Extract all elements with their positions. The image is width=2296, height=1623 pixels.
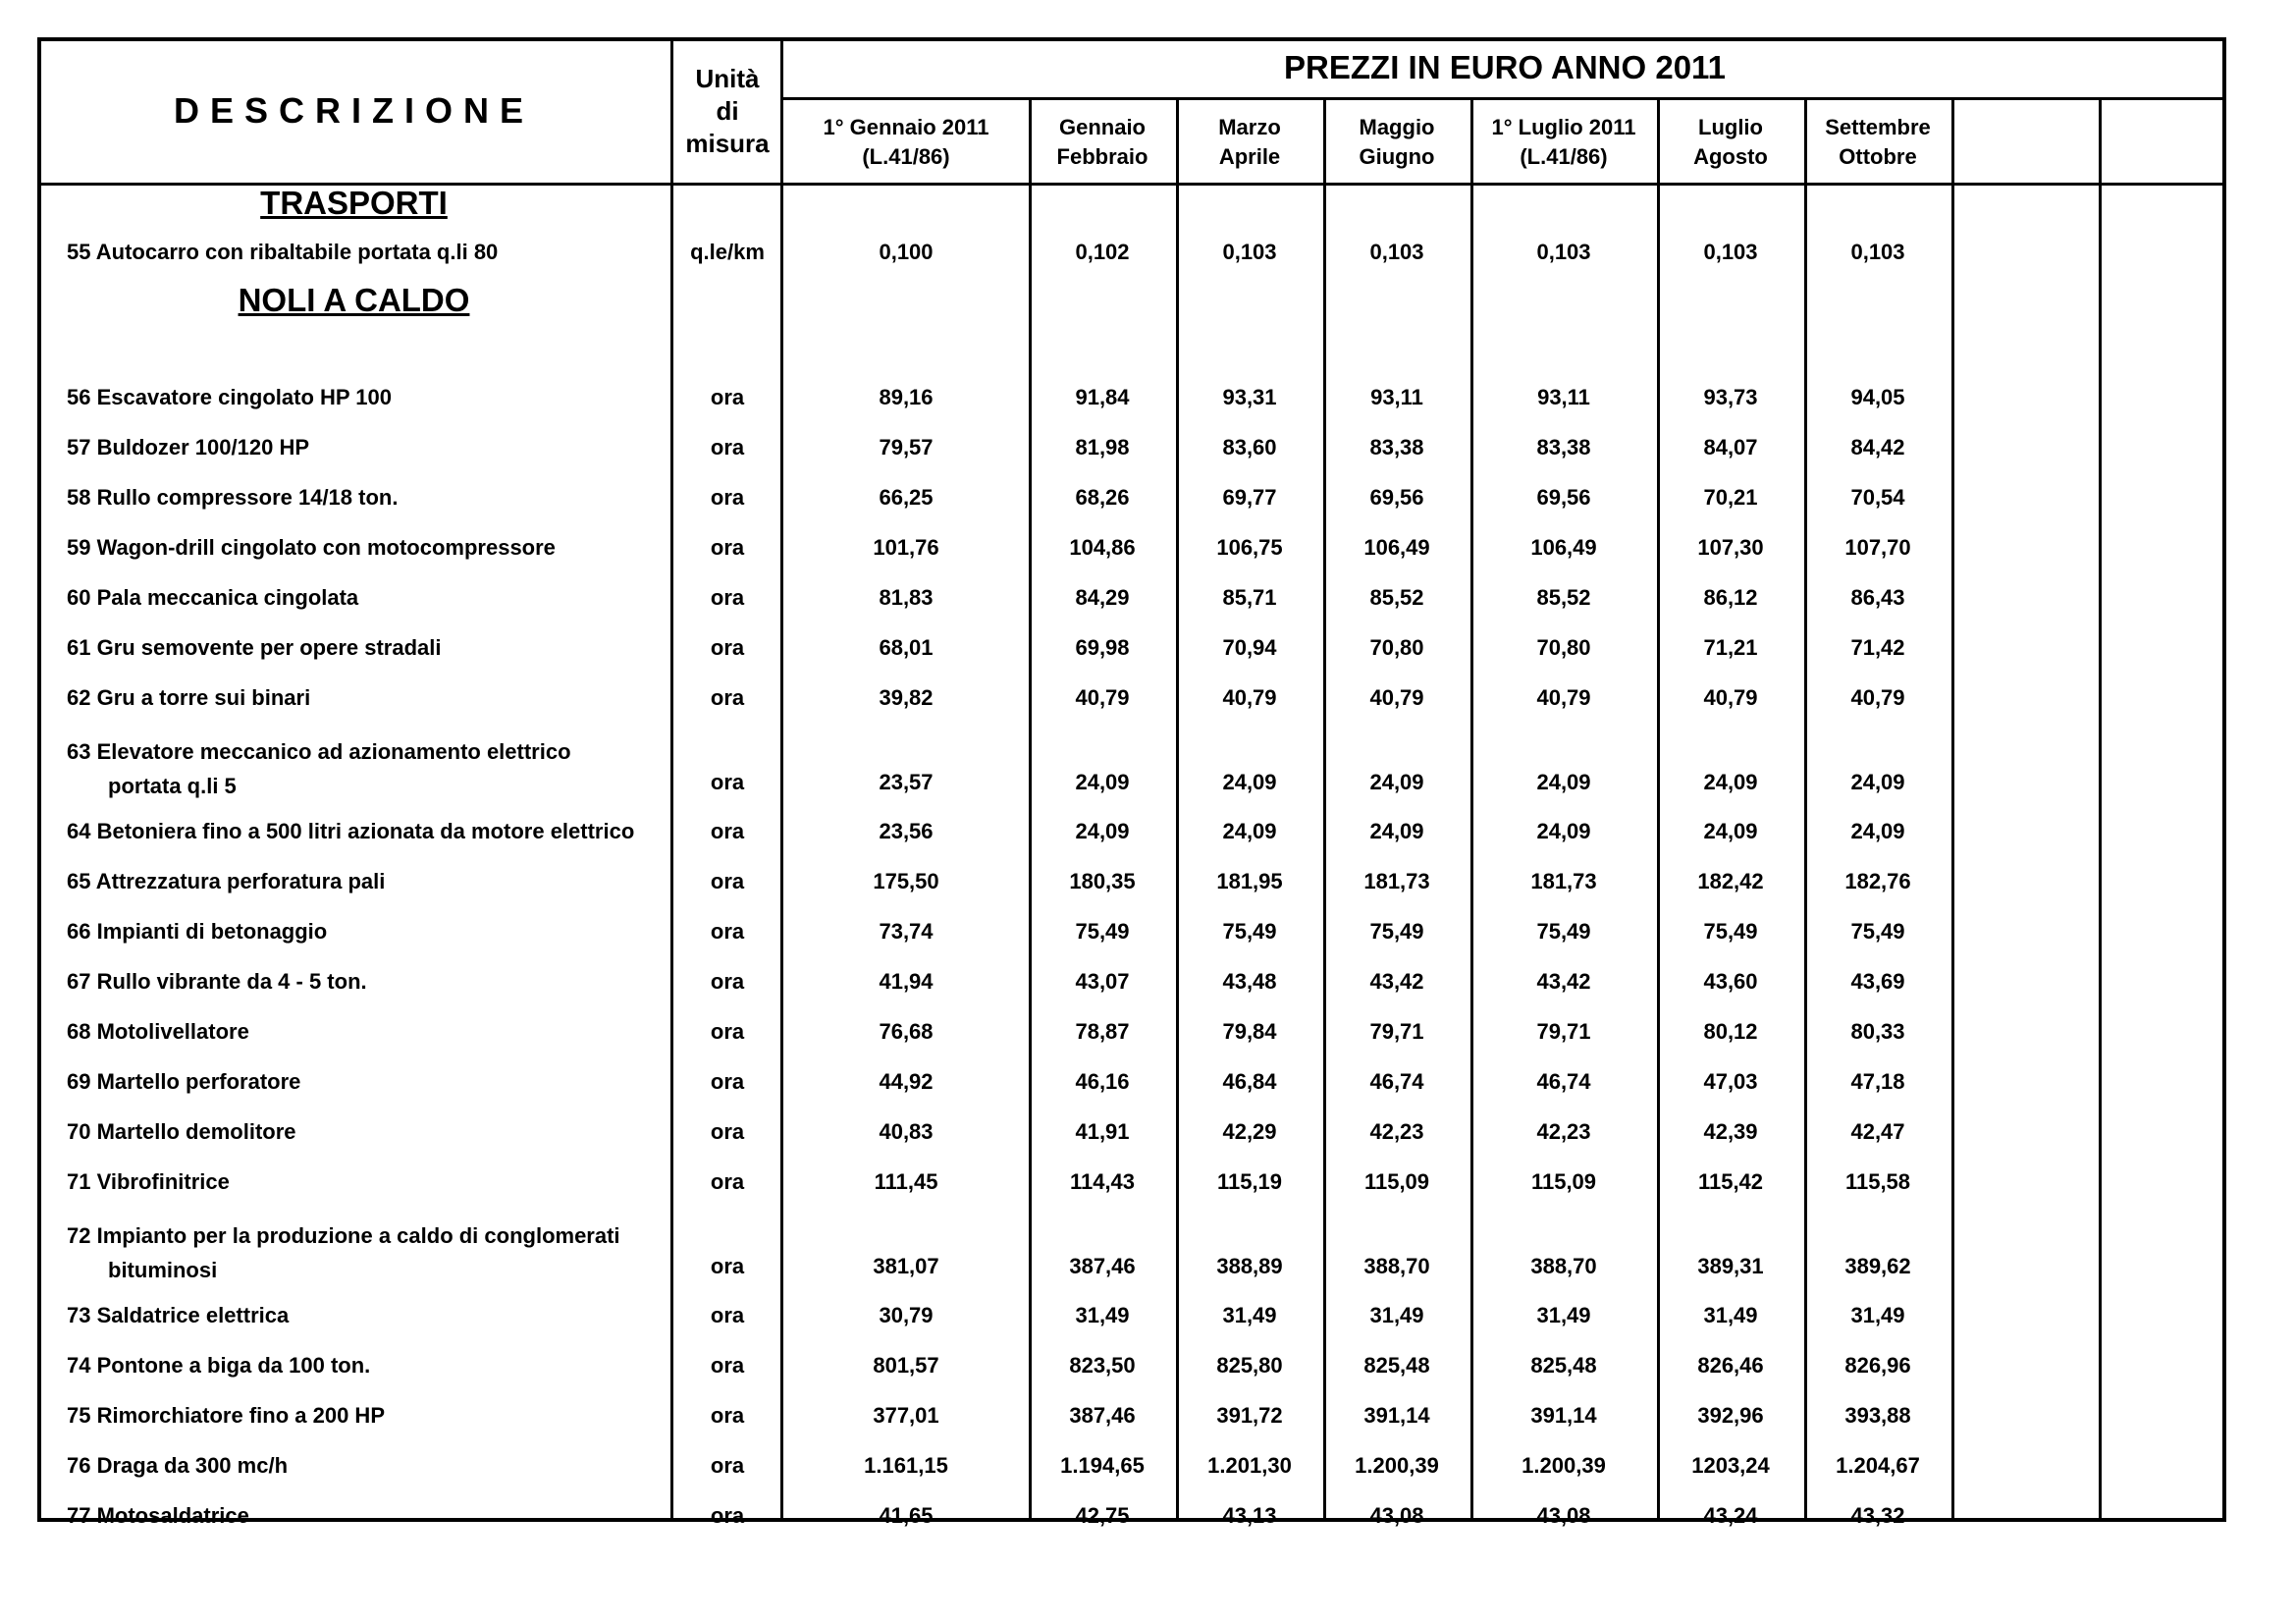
row-price-value: 31,49: [1703, 1303, 1758, 1327]
row-description: [67, 1352, 666, 1380]
row-price-value: 43,48: [1222, 969, 1277, 994]
row-price-value: 40,83: [879, 1119, 934, 1144]
row-price-value: 84,29: [1075, 585, 1130, 610]
row-price-value: 106,75: [1216, 535, 1283, 560]
row-price-value: 1.201,30: [1207, 1453, 1292, 1478]
row-price-value: 104,86: [1069, 535, 1136, 560]
row-price-value: 42,23: [1369, 1119, 1424, 1144]
row-price-value: 24,09: [1850, 819, 1905, 843]
row-price-value: 24,09: [1536, 770, 1591, 794]
header-unita-line2: di: [716, 95, 739, 126]
row-price-value: 93,11: [1537, 385, 1590, 409]
row-price-value: 1.204,67: [1836, 1453, 1920, 1478]
row-description-text: 63 Elevatore meccanico ad azionamento elettrico: [67, 739, 571, 764]
row-price-value: 0,103: [1850, 240, 1905, 264]
row-price-value: 41,94: [879, 969, 934, 994]
row-description-text: 67 Rullo vibrante da 4 - 5 ton.: [67, 969, 367, 994]
row-price-value: 1203,24: [1691, 1453, 1770, 1478]
row-price-value: 825,80: [1216, 1353, 1283, 1378]
row-price-value: 43,60: [1703, 969, 1758, 994]
row-price-value: 70,21: [1703, 485, 1758, 510]
column-header-line1: 1° Luglio 2011: [1491, 115, 1636, 139]
row-price-value: 40,79: [1369, 685, 1424, 710]
row-price-value: 81,83: [879, 585, 934, 610]
row-description-text: 58 Rullo compressore 14/18 ton.: [67, 485, 399, 510]
row-price-value: 46,74: [1369, 1069, 1424, 1094]
row-description: [67, 484, 666, 512]
row-price-value: 68,26: [1075, 485, 1130, 510]
row-unit: ora: [710, 919, 745, 944]
column-header-line2: (L.41/86): [862, 144, 950, 169]
row-price-value: 377,01: [873, 1403, 939, 1428]
row-price-value: 81,98: [1075, 435, 1130, 460]
row-price-value: 31,49: [1075, 1303, 1130, 1327]
row-price-value: 115,58: [1844, 1169, 1911, 1194]
row-price-value: 79,71: [1536, 1019, 1591, 1044]
row-description: [67, 584, 666, 612]
row-description: [67, 1018, 666, 1046]
row-price-value: 388,89: [1216, 1254, 1283, 1278]
row-price-value: 78,87: [1075, 1019, 1130, 1044]
row-price-value: 43,42: [1369, 969, 1424, 994]
row-price-value: 24,09: [1222, 770, 1277, 794]
column-header: [1657, 99, 1804, 186]
row-price-value: 43,13: [1222, 1503, 1277, 1528]
row-price-value: 83,38: [1536, 435, 1591, 460]
row-price-value: 181,95: [1216, 869, 1283, 893]
row-price-value: 389,62: [1844, 1254, 1911, 1278]
row-price-value: 24,09: [1703, 819, 1758, 843]
section-title-noli-a-caldo: NOLI A CALDO: [238, 282, 470, 318]
row-description: [67, 734, 666, 803]
row-description: [67, 968, 666, 996]
row-price-value: 388,70: [1530, 1254, 1597, 1278]
row-description: [67, 534, 666, 562]
row-price-value: 42,47: [1850, 1119, 1905, 1144]
row-description: [67, 818, 666, 845]
row-price-value: 0,103: [1222, 240, 1277, 264]
section-title-trasporti: TRASPORTI: [260, 185, 448, 221]
row-unit: ora: [710, 819, 745, 843]
row-price-value: 75,49: [1075, 919, 1130, 944]
row-unit: ora: [710, 770, 745, 794]
row-price-value: 42,23: [1536, 1119, 1591, 1144]
row-description-text: 55 Autocarro con ribaltabile portata q.li 80: [67, 240, 499, 264]
row-price-value: 0,102: [1075, 240, 1130, 264]
row-price-value: 825,48: [1530, 1353, 1597, 1378]
row-unit: ora: [710, 1119, 745, 1144]
row-price-value: 89,16: [879, 385, 934, 409]
row-price-value: 23,57: [879, 770, 934, 794]
column-header: [1176, 99, 1323, 186]
row-description-text: 65 Attrezzatura perforatura pali: [67, 869, 386, 893]
column-header-line2: Giugno: [1359, 144, 1435, 169]
row-price-value: 182,42: [1697, 869, 1764, 893]
row-unit: ora: [710, 969, 745, 994]
row-price-value: 46,16: [1075, 1069, 1130, 1094]
header-prezzi: PREZZI IN EURO ANNO 2011: [1284, 49, 1726, 85]
row-price-value: 30,79: [879, 1303, 934, 1327]
row-price-value: 107,30: [1697, 535, 1764, 560]
row-price-value: 43,07: [1075, 969, 1130, 994]
row-price-value: 387,46: [1069, 1403, 1136, 1428]
row-price-value: 80,12: [1703, 1019, 1758, 1044]
row-price-value: 75,49: [1536, 919, 1591, 944]
row-price-value: 40,79: [1536, 685, 1591, 710]
row-description: [67, 684, 666, 712]
row-price-value: 24,09: [1075, 770, 1130, 794]
row-price-value: 43,32: [1850, 1503, 1905, 1528]
row-price-value: 75,49: [1222, 919, 1277, 944]
row-description-text: 59 Wagon-drill cingolato con motocompressore: [67, 535, 556, 560]
row-price-value: 0,103: [1536, 240, 1591, 264]
row-description: [67, 1218, 666, 1287]
row-price-value: 391,72: [1216, 1403, 1283, 1428]
header-descrizione: DESCRIZIONE: [173, 90, 535, 131]
row-price-value: 115,09: [1363, 1169, 1430, 1194]
row-price-value: 71,42: [1850, 635, 1905, 660]
row-price-value: 114,43: [1069, 1169, 1136, 1194]
row-price-value: 75,49: [1850, 919, 1905, 944]
row-price-value: 115,42: [1697, 1169, 1764, 1194]
row-unit: ora: [710, 869, 745, 893]
row-description: [67, 1302, 666, 1329]
row-unit: ora: [710, 685, 745, 710]
row-price-value: 1.194,65: [1060, 1453, 1145, 1478]
column-header-line2: (L.41/86): [1520, 144, 1608, 169]
row-price-value: 31,49: [1536, 1303, 1591, 1327]
row-unit: q.le/km: [690, 240, 765, 264]
row-price-value: 66,25: [879, 485, 934, 510]
row-price-value: 68,01: [879, 635, 934, 660]
row-unit: ora: [710, 585, 745, 610]
row-price-value: 42,75: [1075, 1503, 1130, 1528]
row-price-value: 24,09: [1703, 770, 1758, 794]
row-price-value: 70,94: [1222, 635, 1277, 660]
column-header-line1: Gennaio: [1058, 115, 1146, 139]
row-unit: ora: [710, 1403, 745, 1428]
row-price-value: 43,24: [1703, 1503, 1758, 1528]
row-price-value: 46,74: [1536, 1069, 1591, 1094]
row-description-text: 64 Betoniera fino a 500 litri azionata da motore elettrico: [67, 819, 635, 843]
row-unit: ora: [710, 1303, 745, 1327]
row-price-value: 93,31: [1222, 385, 1277, 409]
row-description-text: 75 Rimorchiatore fino a 200 HP: [67, 1403, 385, 1428]
row-description-continuation: bituminosi: [108, 1258, 218, 1282]
row-price-value: 70,54: [1850, 485, 1905, 510]
row-price-value: 69,56: [1536, 485, 1591, 510]
column-header: [1323, 99, 1470, 186]
row-price-value: 84,42: [1850, 435, 1905, 460]
row-price-value: 93,73: [1703, 385, 1758, 409]
row-price-value: 47,18: [1850, 1069, 1905, 1094]
column-divider: [2099, 97, 2102, 1522]
row-price-value: 40,79: [1703, 685, 1758, 710]
row-description-text: 57 Buldozer 100/120 HP: [67, 435, 310, 460]
row-description-text: 62 Gru a torre sui binari: [67, 685, 311, 710]
row-price-value: 826,96: [1844, 1353, 1911, 1378]
row-description: [67, 1452, 666, 1480]
column-header-line1: Marzo: [1218, 115, 1281, 139]
row-price-value: 69,56: [1369, 485, 1424, 510]
row-unit: ora: [710, 535, 745, 560]
row-price-value: 75,49: [1703, 919, 1758, 944]
column-header-line2: Agosto: [1693, 144, 1768, 169]
header-unita-di-misura: [673, 37, 781, 185]
row-price-value: 75,49: [1369, 919, 1424, 944]
row-price-value: 85,52: [1369, 585, 1424, 610]
row-price-value: 115,09: [1530, 1169, 1597, 1194]
row-description-text: 69 Martello perforatore: [67, 1069, 301, 1094]
row-description: [67, 634, 666, 662]
row-price-value: 42,39: [1703, 1119, 1758, 1144]
column-header: [1804, 99, 1951, 186]
row-price-value: 85,52: [1536, 585, 1591, 610]
row-price-value: 101,76: [873, 535, 939, 560]
row-price-value: 1.200,39: [1355, 1453, 1439, 1478]
column-header-line1: 1° Gennaio 2011: [823, 115, 989, 139]
row-price-value: 85,71: [1222, 585, 1277, 610]
row-price-value: 388,70: [1363, 1254, 1430, 1278]
row-price-value: 106,49: [1363, 535, 1430, 560]
row-price-value: 24,09: [1536, 819, 1591, 843]
row-price-value: 70,80: [1369, 635, 1424, 660]
row-price-value: 86,12: [1703, 585, 1758, 610]
row-price-value: 94,05: [1850, 385, 1905, 409]
row-description-text: 61 Gru semovente per opere stradali: [67, 635, 442, 660]
row-unit: ora: [710, 1503, 745, 1528]
column-header-line1: Luglio: [1698, 115, 1763, 139]
row-price-value: 24,09: [1369, 819, 1424, 843]
row-description-text: 60 Pala meccanica cingolata: [67, 585, 359, 610]
row-price-value: 826,46: [1697, 1353, 1764, 1378]
row-price-value: 41,65: [879, 1503, 934, 1528]
row-price-value: 79,71: [1369, 1019, 1424, 1044]
row-price-value: 47,03: [1703, 1069, 1758, 1094]
row-price-value: 107,70: [1844, 535, 1911, 560]
row-description: [67, 239, 666, 266]
column-divider: [1951, 97, 1954, 1522]
column-header: [1470, 99, 1657, 186]
row-price-value: 1.200,39: [1522, 1453, 1606, 1478]
row-price-value: 80,33: [1850, 1019, 1905, 1044]
header-prezzi-divider: [780, 97, 2226, 100]
row-description-text: 66 Impianti di betonaggio: [67, 919, 328, 944]
row-price-value: 76,68: [879, 1019, 934, 1044]
column-header-line2: Febbraio: [1056, 144, 1148, 169]
row-price-value: 387,46: [1069, 1254, 1136, 1278]
row-price-value: 181,73: [1530, 869, 1597, 893]
column-header-line1: Maggio: [1359, 115, 1435, 139]
row-price-value: 106,49: [1530, 535, 1597, 560]
row-description: [67, 868, 666, 895]
row-price-value: 392,96: [1697, 1403, 1764, 1428]
column-header: [2099, 99, 2226, 186]
column-header-line2: Ottobre: [1839, 144, 1917, 169]
row-price-value: 175,50: [873, 869, 939, 893]
row-price-value: 181,73: [1363, 869, 1430, 893]
row-price-value: 69,77: [1222, 485, 1277, 510]
row-unit: ora: [710, 435, 745, 460]
price-table: [37, 37, 2226, 1528]
row-unit: ora: [710, 485, 745, 510]
row-description: [67, 1402, 666, 1430]
column-header-line1: Settembre: [1825, 115, 1931, 139]
row-price-value: 40,79: [1222, 685, 1277, 710]
row-unit: ora: [710, 1254, 745, 1278]
row-price-value: 825,48: [1363, 1353, 1430, 1378]
row-price-value: 71,21: [1703, 635, 1758, 660]
row-price-value: 43,69: [1850, 969, 1905, 994]
row-price-value: 24,09: [1369, 770, 1424, 794]
row-price-value: 83,60: [1222, 435, 1277, 460]
column-header-line2: Aprile: [1218, 144, 1281, 169]
row-description-text: 74 Pontone a biga da 100 ton.: [67, 1353, 371, 1378]
row-price-value: 73,74: [879, 919, 934, 944]
row-price-value: 115,19: [1216, 1169, 1283, 1194]
row-price-value: 31,49: [1369, 1303, 1424, 1327]
row-description: [67, 1118, 666, 1146]
row-price-value: 24,09: [1222, 819, 1277, 843]
row-price-value: 180,35: [1069, 869, 1136, 893]
row-description-text: 73 Saldatrice elettrica: [67, 1303, 290, 1327]
row-price-value: 39,82: [879, 685, 934, 710]
row-unit: ora: [710, 1453, 745, 1478]
row-description: [67, 1502, 666, 1530]
row-description-text: 76 Draga da 300 mc/h: [67, 1453, 289, 1478]
row-price-value: 389,31: [1697, 1254, 1764, 1278]
row-price-value: 31,49: [1850, 1303, 1905, 1327]
header-unita-line3: misura: [685, 128, 770, 158]
row-price-value: 182,76: [1844, 869, 1911, 893]
row-description: [67, 384, 666, 411]
row-price-value: 43,08: [1536, 1503, 1591, 1528]
row-price-value: 801,57: [873, 1353, 939, 1378]
row-price-value: 91,84: [1075, 385, 1130, 409]
row-unit: ora: [710, 1169, 745, 1194]
row-description-text: 72 Impianto per la produzione a caldo di conglomerati: [67, 1223, 620, 1248]
row-price-value: 24,09: [1850, 770, 1905, 794]
row-price-value: 79,84: [1222, 1019, 1277, 1044]
row-unit: ora: [710, 1019, 745, 1044]
row-price-value: 44,92: [879, 1069, 934, 1094]
row-price-value: 43,42: [1536, 969, 1591, 994]
row-price-value: 84,07: [1703, 435, 1758, 460]
header-unita-line1: Unità: [695, 63, 760, 93]
row-price-value: 0,103: [1703, 240, 1758, 264]
row-description: [67, 1168, 666, 1196]
column-header: [783, 99, 1029, 186]
row-price-value: 70,80: [1536, 635, 1591, 660]
row-price-value: 83,38: [1369, 435, 1424, 460]
row-price-value: 381,07: [873, 1254, 939, 1278]
row-description: [67, 1068, 666, 1096]
row-description-text: 70 Martello demolitore: [67, 1119, 296, 1144]
row-price-value: 31,49: [1222, 1303, 1277, 1327]
row-description: [67, 434, 666, 461]
row-description: [67, 918, 666, 946]
row-unit: ora: [710, 385, 745, 409]
row-price-value: 46,84: [1222, 1069, 1277, 1094]
row-price-value: 41,91: [1075, 1119, 1130, 1144]
row-unit: ora: [710, 635, 745, 660]
row-unit: ora: [710, 1069, 745, 1094]
row-price-value: 393,88: [1844, 1403, 1911, 1428]
row-description-text: 68 Motolivellatore: [67, 1019, 249, 1044]
row-price-value: 391,14: [1530, 1403, 1597, 1428]
row-price-value: 0,100: [879, 240, 934, 264]
row-price-value: 40,79: [1850, 685, 1905, 710]
row-unit: ora: [710, 1353, 745, 1378]
row-price-value: 24,09: [1075, 819, 1130, 843]
row-description-text: 77 Motosaldatrice: [67, 1503, 249, 1528]
row-description-text: 56 Escavatore cingolato HP 100: [67, 385, 392, 409]
row-price-value: 43,08: [1369, 1503, 1424, 1528]
row-price-value: 111,45: [874, 1169, 938, 1194]
row-price-value: 42,29: [1222, 1119, 1277, 1144]
row-price-value: 40,79: [1075, 685, 1130, 710]
row-price-value: 0,103: [1369, 240, 1424, 264]
row-price-value: 823,50: [1069, 1353, 1136, 1378]
row-description-continuation: portata q.li 5: [108, 774, 237, 798]
row-price-value: 23,56: [879, 819, 934, 843]
row-price-value: 86,43: [1850, 585, 1905, 610]
column-header: [1029, 99, 1176, 186]
row-description-text: 71 Vibrofinitrice: [67, 1169, 230, 1194]
row-price-value: 1.161,15: [864, 1453, 948, 1478]
row-price-value: 79,57: [879, 435, 934, 460]
row-price-value: 391,14: [1363, 1403, 1430, 1428]
row-price-value: 69,98: [1075, 635, 1130, 660]
row-price-value: 93,11: [1370, 385, 1423, 409]
column-header: [1951, 99, 2099, 186]
